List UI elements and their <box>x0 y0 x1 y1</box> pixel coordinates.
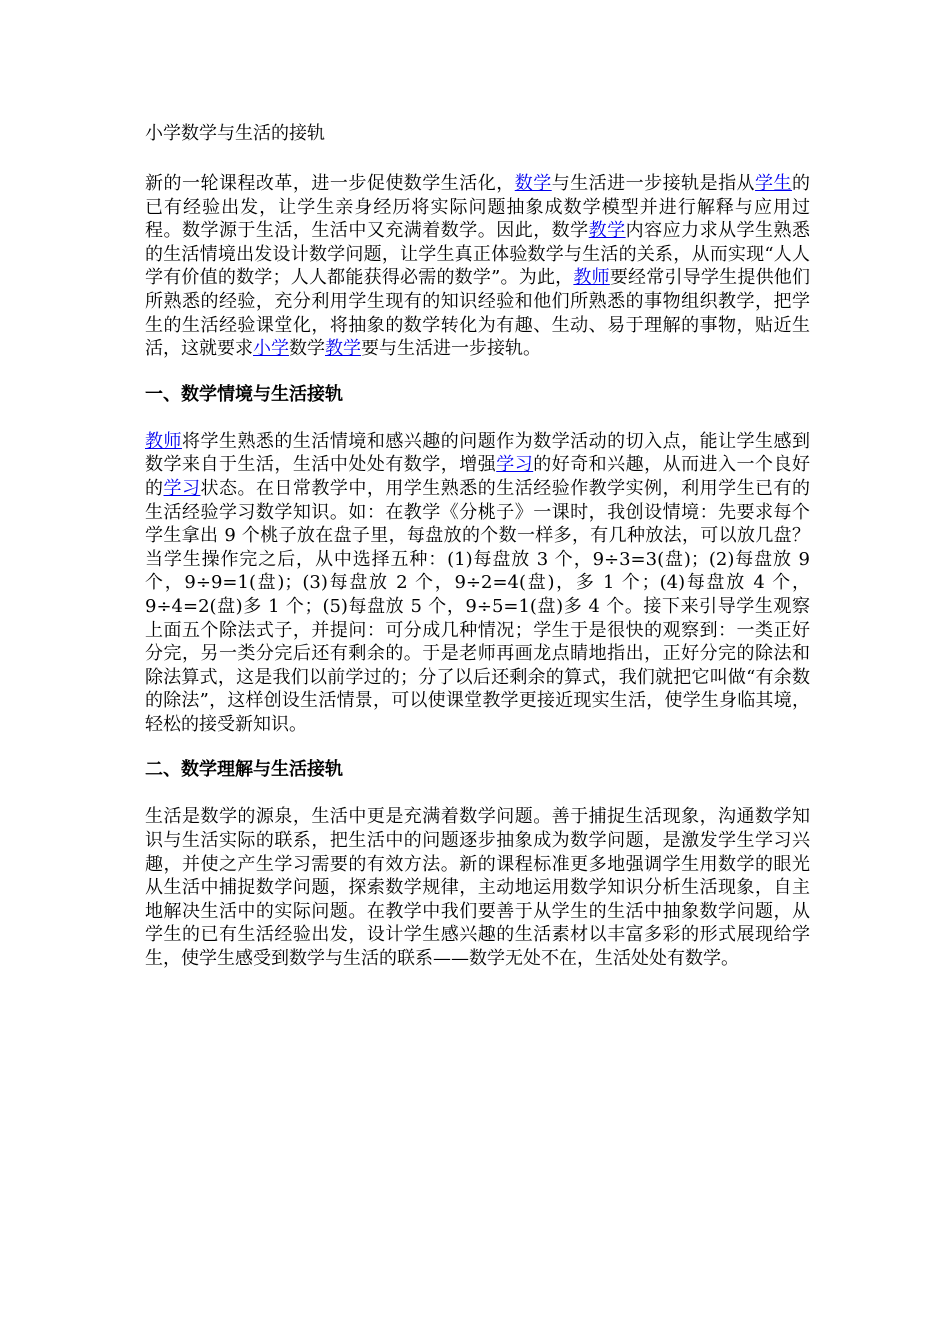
paragraph-text: 数学 <box>289 338 325 360</box>
paragraph-text: 要与生活进一步接轨。 <box>361 338 541 360</box>
paragraph-text: 的已有经验出发，让学生亲身经历将实际问题抽象成数学模型并进行解释与应用过程。数学源于生活，生活中又充满着数学。因此，数学 <box>145 173 811 242</box>
intro-paragraph <box>145 172 810 361</box>
inline-link[interactable]: 数学 <box>514 173 552 194</box>
inline-link[interactable]: 教学 <box>588 220 626 242</box>
inline-link[interactable]: 小学 <box>253 338 289 360</box>
paragraph-text: 将学生熟悉的生活情境和感兴趣的问题作为数学活动的切入点，能让学生感到数学来自于生活，生活中处处有数学，增强 <box>145 430 811 476</box>
paragraph-text: 与生活进一步接轨是指从 <box>551 173 756 194</box>
paragraph-text: 内容应力求从学生熟悉的生活情境出发设计数学问题，让学生真正体验数学与生活的关系，从而实现“人人学有价值的数学；人人都能获得必需的数学”。为此， <box>145 220 811 289</box>
document-body <box>145 122 810 971</box>
section-2-heading: 二、数学理解与生活接轨 <box>145 759 343 781</box>
paragraph-text: 要经常引导学生提供他们所熟悉的经验，充分利用学生现有的知识经验和他们所熟悉的事物组织教学，把学生的生活经验课堂化，将抽象的数学转化为有趣、生动、易于理解的事物，贴近生活，这就要求 <box>145 267 811 360</box>
inline-link[interactable]: 教师 <box>573 267 610 289</box>
inline-link[interactable]: 教学 <box>325 338 361 360</box>
inline-link[interactable]: 教师 <box>145 430 182 452</box>
paragraph-text: 生活是数学的源泉，生活中更是充满着数学问题。善于捕捉生活现象，沟通数学知识与生活实际的联系，把生活中的问题逐步抽象成为数学问题，是激发学生学习兴趣，并使之产生学习需要的有效方法。新的课程标准更多地强调学生用数学的眼光从生活中捕捉数学问题，探索数学规律，主动地运用数学知识分析生活现象，自主地解决生活中的实际问题。在教学中我们要善于从学生的生活中抽象数学问题，从学生的已有生活经验出发，设计学生感兴趣的生活素材以丰富多彩的形式展现给学生，使学生感受到数学与生活的联系——数学无处不在，生活处处有数学。 <box>145 806 810 970</box>
paragraph-text: 新的一轮课程改革，进一步促使数学生活化， <box>145 173 515 194</box>
paragraph-text: 的好奇和兴趣，从而进入一个良好的 <box>145 454 811 499</box>
section-2-paragraph <box>145 805 810 970</box>
paragraph-text: 状态。在日常教学中，用学生熟悉的生活经验作教学实例，利用学生已有的生活经验学习数学知识。如：在教学《分桃子》一课时，我创设情境：先要求每个学生拿出 9 个桃子放在盘子里，每盘放的个数一样多，有几种放法，可以放几盘？当学生操作完之后，从中选择五种：(1)每盘放 3 个，9÷3=3(盘)；(2)每盘放 9 个，9÷9=1(盘)；(3)每盘放 2 个，9÷2=4(盘)，多 1 个；(4)每盘放 4 个，9÷4=2(盘)多 1 个；(5)每盘放 5 个，9÷5=1(盘)多 4 个。接下来引导学生观察上面五个除法式子，并提问：可分成几种情况；学生于是很快的观察到：一类正好分完，另一类分完后还有剩余的。于是老师再画龙点睛地指出，正好分完的除法和除法算式，这是我们以前学过的；分了以后还剩余的算式，我们就把它叫做“有余数的除法”，这样创设生活情景，可以使课堂教学更接近现实生活，使学生身临其境，轻松的接受新知识。 <box>145 477 811 735</box>
inline-link[interactable]: 学生 <box>755 173 793 194</box>
inline-link[interactable]: 学习 <box>496 454 534 476</box>
document-title: 小学数学与生活的接轨 <box>145 123 325 144</box>
inline-link[interactable]: 学习 <box>163 477 201 499</box>
section-1-heading: 一、数学情境与生活接轨 <box>145 383 343 405</box>
section-1-paragraph <box>145 430 810 737</box>
